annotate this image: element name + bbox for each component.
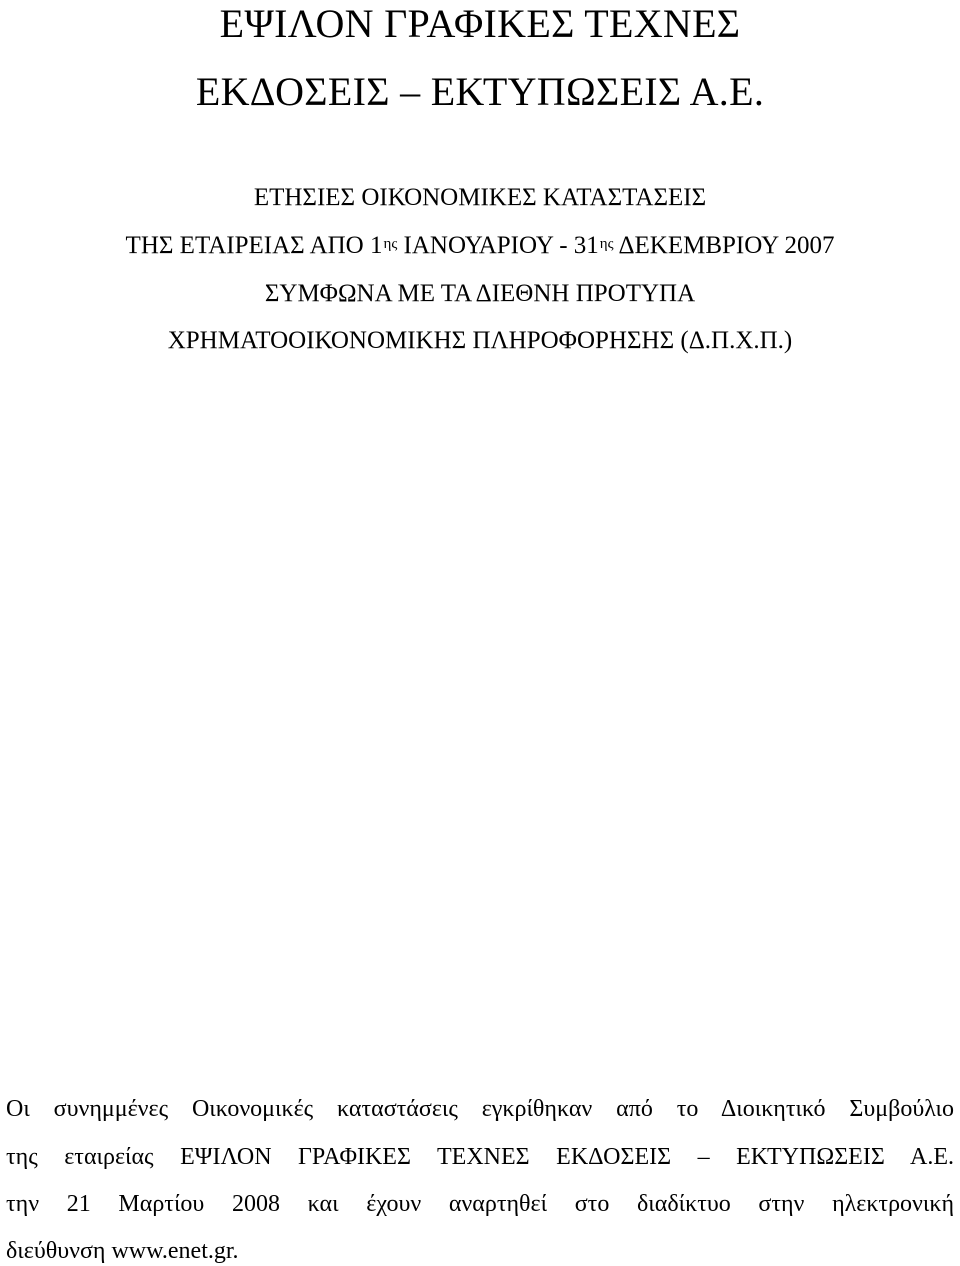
company-name: ΕΨΙΛΟΝ ΓΡΑΦΙΚΕΣ ΤΕΧΝΕΣ (219, 1, 741, 46)
ordinal-suffix: ης (383, 236, 398, 252)
standards-name: ΧΡΗΜΑΤΟΟΙΚΟΝΟΜΙΚΗΣ ΠΛΗΡΟΦΟΡΗΣΗΣ (Δ.Π.Χ.Π.) (167, 327, 793, 354)
approval-text-line: την 21 Μαρτίου 2008 και έχουν αναρτηθεί στο διαδίκτυο στην ηλεκτρονική (6, 1191, 954, 1217)
ordinal-suffix: ης (599, 236, 614, 252)
report-period (0, 231, 960, 261)
report-period-middle-text: ΙΑΝΟΥΑΡΙΟΥ - 31 (397, 232, 599, 259)
report-title: ΕΤΗΣΙΕΣ ΟΙΚΟΝΟΜΙΚΕΣ ΚΑΤΑΣΤΑΣΕΙΣ (253, 184, 707, 211)
report-period-end-text: ΔΕΚΕΜΒΡΙΟΥ 2007 (613, 232, 835, 259)
approval-text-line: Οι συνημμένες Οικονομικές καταστάσεις εγκρίθηκαν από το Διοικητικό Συμβούλιο (6, 1096, 954, 1122)
standards-line: ΣΥΜΦΩΝΑ ΜΕ ΤΑ ΔΙΕΘΝΗ ΠΡΟΤΥΠΑ (264, 280, 696, 307)
report-period-start-text: ΤΗΣ ΕΤΑΙΡΕΙΑΣ ΑΠΟ 1 (125, 232, 383, 259)
approval-text-line: της εταιρείας ΕΨΙΛΟΝ ΓΡΑΦΙΚΕΣ ΤΕΧΝΕΣ ΕΚΔΟΣΕΙΣ – ΕΚΤΥΠΩΣΕΙΣ Α.Ε. (6, 1144, 954, 1170)
approval-text-line: διεύθυνση www.enet.gr. (6, 1238, 239, 1264)
company-subtitle: ΕΚΔΟΣΕΙΣ – ΕΚΤΥΠΩΣΕΙΣ Α.Ε. (195, 69, 765, 114)
